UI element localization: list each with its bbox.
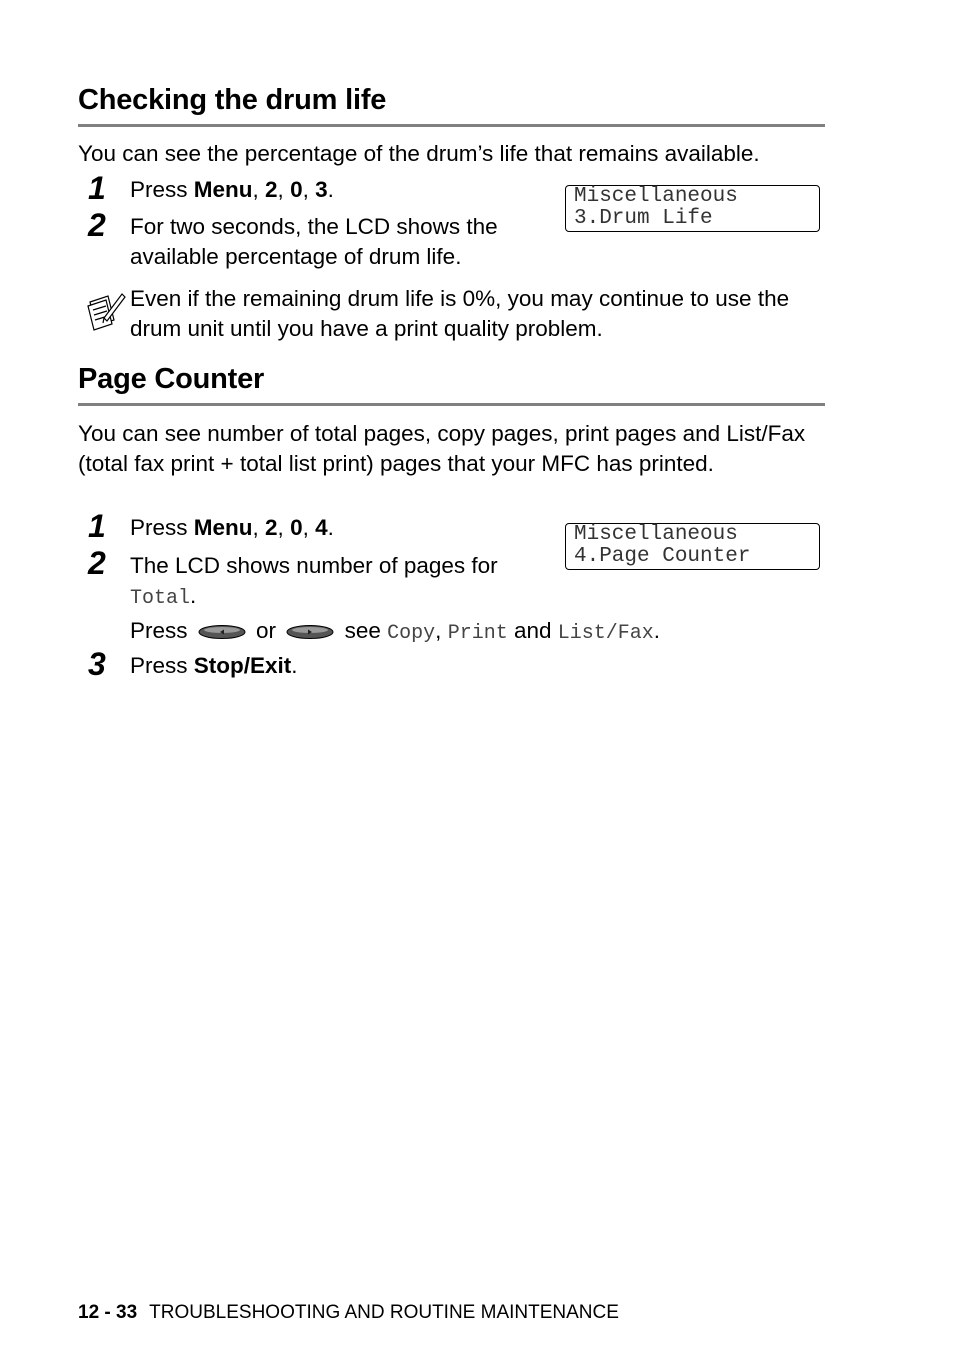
page-number: 12 - 33 <box>78 1302 138 1323</box>
intro-paragraph: You can see the percentage of the drum’s life that remains available. <box>78 141 760 166</box>
navigation-instruction: Press or see Copy, Print and List/Fax. <box>130 618 661 645</box>
note-text: Even if the remaining drum life is 0%, you may continue to use the drum unit until you have a print quality problem. <box>130 286 790 341</box>
step-number: 2 <box>88 207 106 243</box>
section-heading-drum-life: Checking the drum life <box>78 84 387 116</box>
notepad-pencil-icon <box>84 288 126 332</box>
section-heading-page-counter: Page Counter <box>78 363 265 395</box>
page-footer <box>78 1302 619 1324</box>
left-arrow-button-icon <box>198 624 246 640</box>
step-text: For two seconds, the LCD shows the available percentage of drum life. <box>130 214 498 269</box>
step-number: 1 <box>88 170 106 206</box>
heading-rule <box>78 124 825 127</box>
step-text: Press Stop/Exit. <box>130 653 298 678</box>
lcd-display: Miscellaneous 3.Drum Life <box>565 185 820 232</box>
step-number: 1 <box>88 508 106 544</box>
step-text: Press Menu, 2, 0, 4. <box>130 515 334 540</box>
step-text: Press Menu, 2, 0, 3. <box>130 177 334 202</box>
step-number: 3 <box>88 646 106 682</box>
step-text: The LCD shows number of pages for Total. <box>130 553 498 610</box>
right-arrow-button-icon <box>286 624 334 640</box>
step-number: 2 <box>88 545 106 581</box>
lcd-display: Miscellaneous 4.Page Counter <box>565 523 820 570</box>
intro-paragraph: You can see number of total pages, copy pages, print pages and List/Fax (total fax print + total list print) pages that your MFC has printed. <box>78 421 806 476</box>
heading-rule <box>78 403 825 406</box>
chapter-title: TROUBLESHOOTING AND ROUTINE MAINTENANCE <box>149 1302 619 1323</box>
